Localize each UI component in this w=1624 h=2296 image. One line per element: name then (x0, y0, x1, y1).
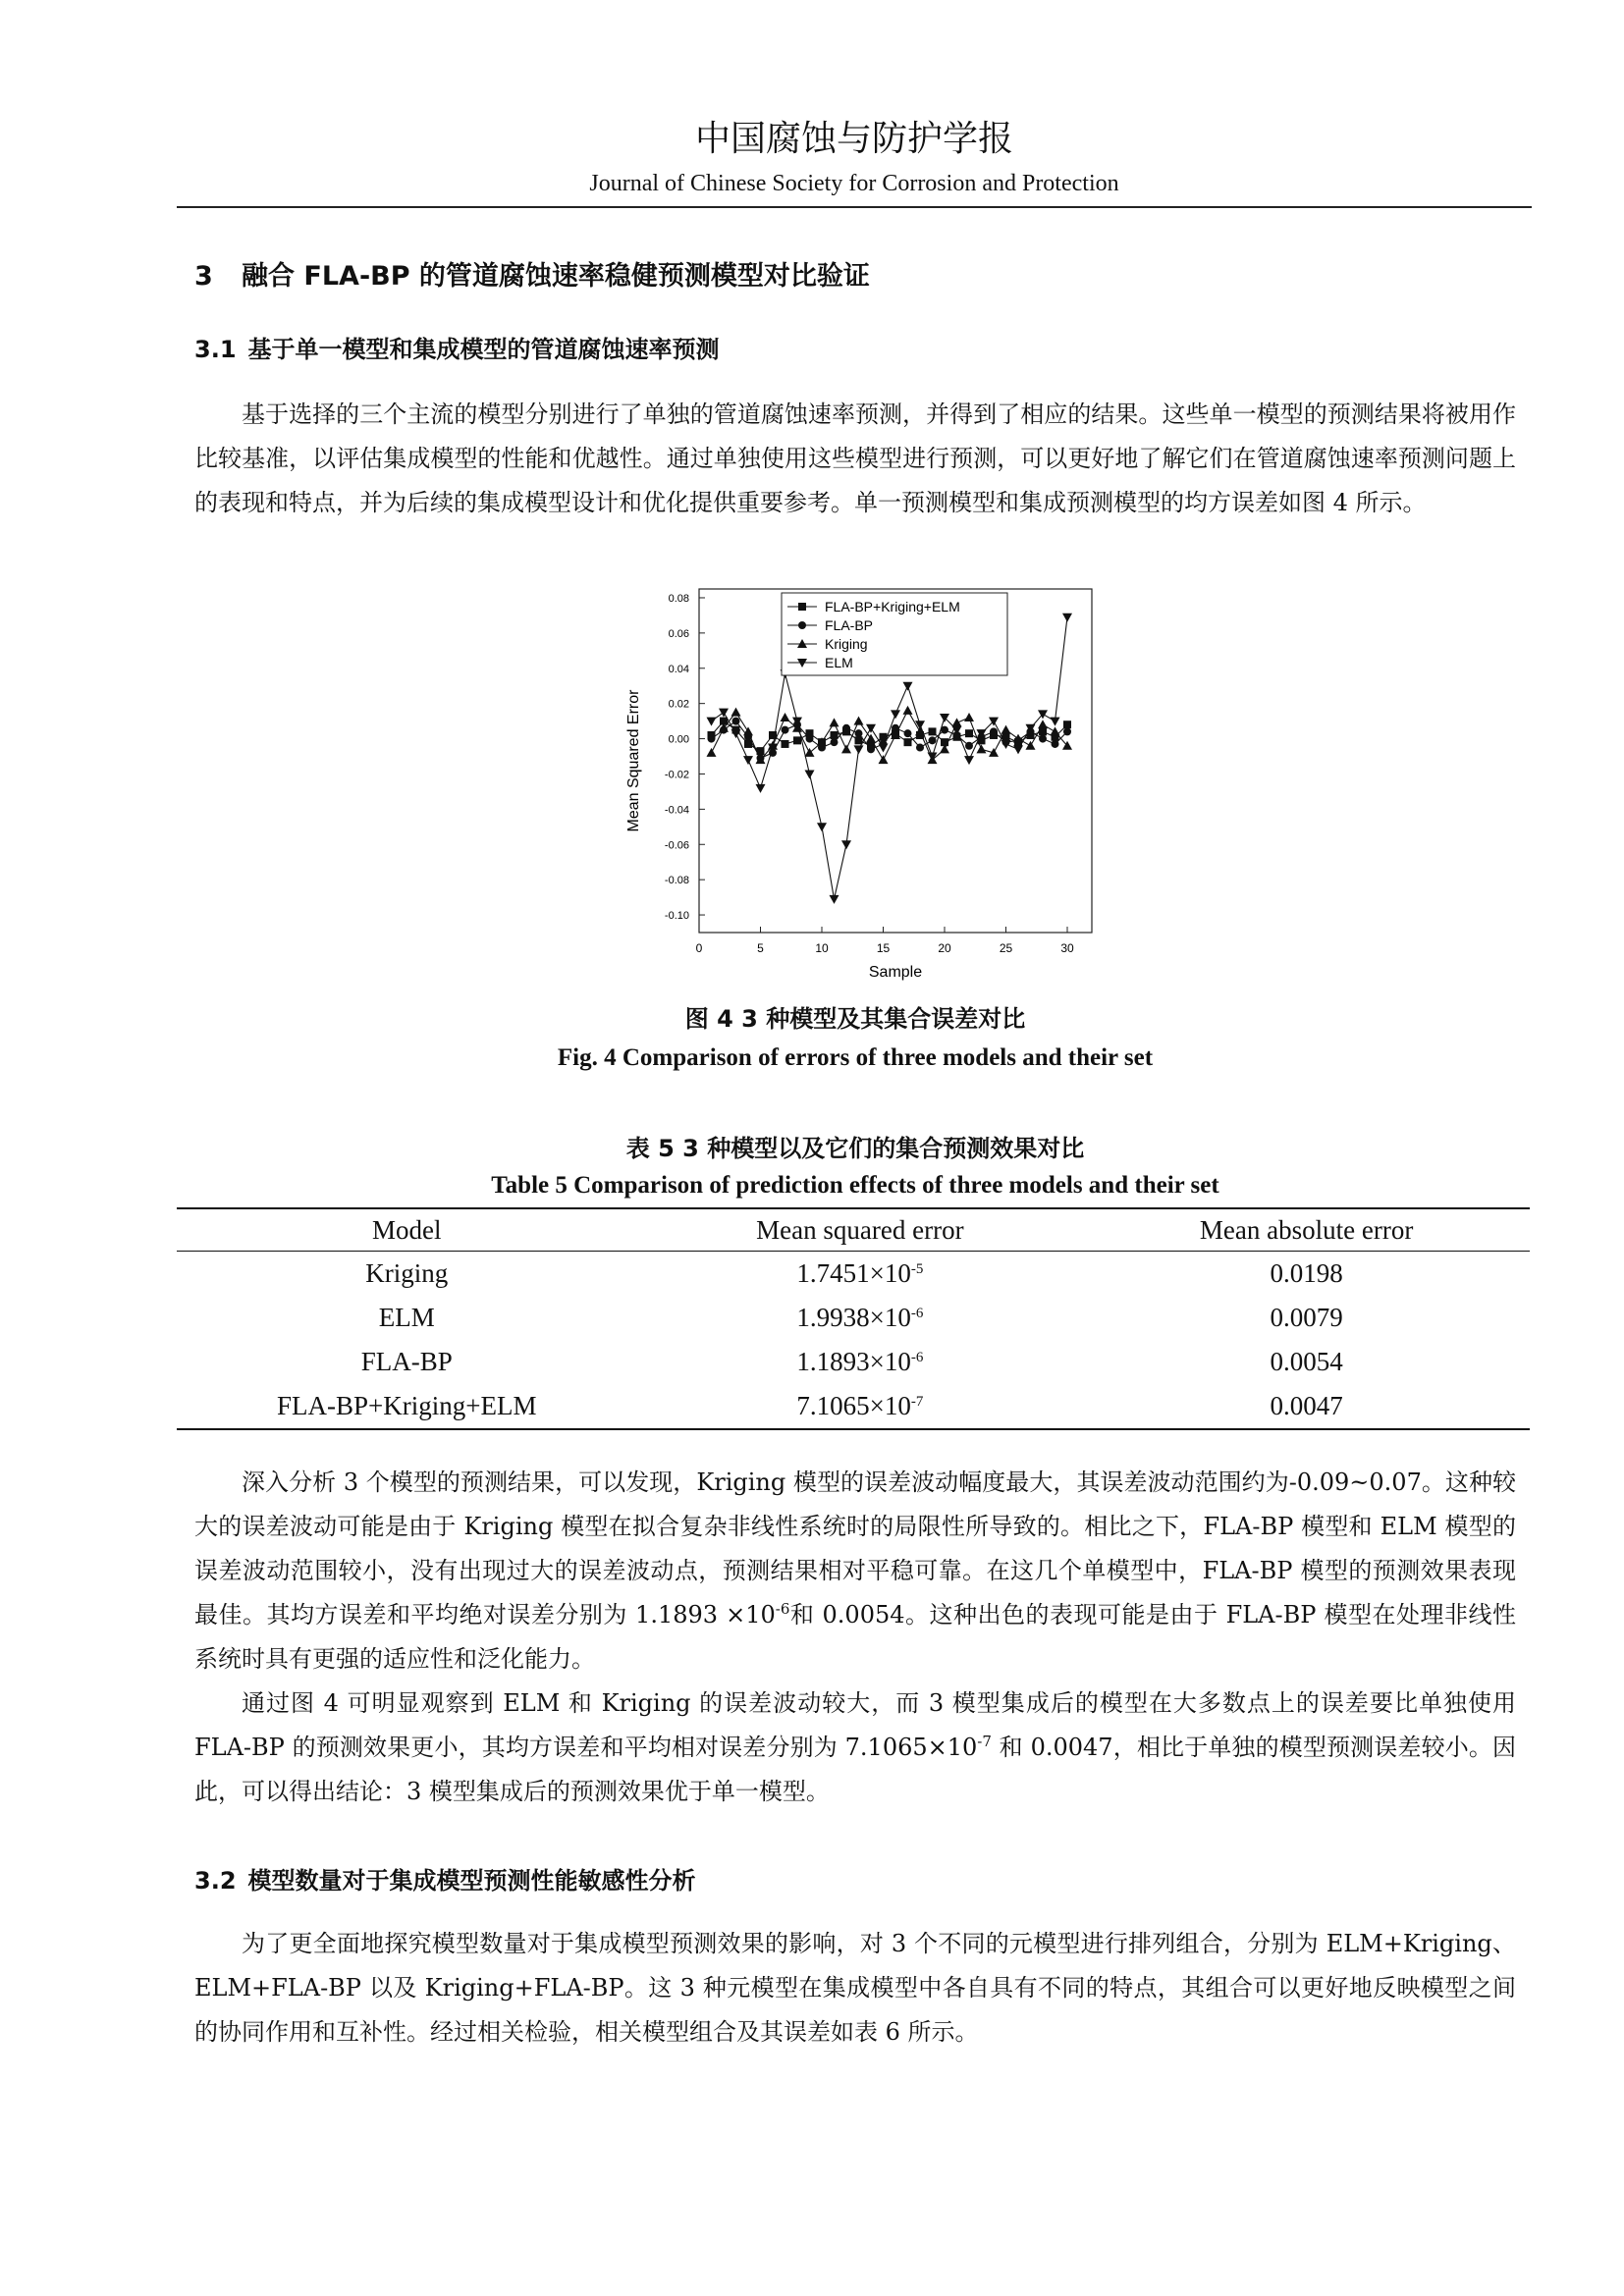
data-point (732, 718, 740, 725)
y-tick-label: -0.10 (664, 910, 689, 923)
legend-label: ELM (825, 655, 853, 670)
cell-mse (637, 1296, 1084, 1340)
cell-mse (637, 1252, 1084, 1297)
data-point (782, 740, 789, 748)
y-tick-label: 0.04 (668, 663, 689, 675)
mse-base: 1.9938×10 (796, 1303, 911, 1332)
data-point (867, 745, 875, 753)
table-row (177, 1252, 1530, 1297)
data-point (1052, 740, 1059, 748)
subsection-title: 基于单一模型和集成模型的管道腐蚀速率预测 (247, 336, 720, 363)
mse-exponent: -6 (910, 1350, 924, 1365)
paragraph-3-1: 基于选择的三个主流的模型分别进行了单独的管道腐蚀速率预测，并得到了相应的结果。这些单一模型的预测结果将被用作比较基准，以评估集成模型的性能和优越性。通过单独使用这些模型进行预测，可以更好地了解它们在管道腐蚀速率预测问题上的表现和特点，并为后续的集成模型设计和优化提供重要参考。单一预测模型和集成预测模型的均方误差如图 4 所示。 (194, 400, 1516, 516)
analysis-paragraph-1 (194, 1461, 1516, 1682)
section-3-2-heading (194, 1863, 1516, 1898)
data-point (708, 735, 716, 743)
legend-marker (798, 603, 806, 611)
data-point (831, 738, 839, 746)
data-point (831, 731, 839, 739)
mse-base: 1.7451×10 (796, 1258, 911, 1288)
results-table (177, 1207, 1530, 1430)
section-title: 融合 FLA-BP 的管道腐蚀速率稳健预测模型对比验证 (242, 261, 870, 292)
cell-mae: 0.0079 (1270, 1303, 1343, 1332)
paragraph-3-2: 为了更全面地探究模型数量对于集成模型预测效果的影响，对 3 个不同的元模型进行排列组合，分别为 ELM+Kriging、ELM+FLA-BP 以及 Kriging+FLA-BP。这 3 种元模型在集成模型中各自具有不同的特点，其组合可以更好地反映模型之间的协同作用和互补性。经过相关检验，相关模型组合及其误差如表 6 所示。 (194, 1930, 1516, 2046)
column-header-model: Model (177, 1208, 637, 1252)
cell-mae: 0.0047 (1083, 1384, 1530, 1429)
mse-exponent: -6 (910, 1306, 924, 1321)
data-point (793, 736, 801, 744)
table-row (177, 1296, 1530, 1340)
exponent: -7 (977, 1733, 992, 1750)
data-point (965, 742, 973, 750)
header-rule (177, 206, 1532, 208)
cell-mse (637, 1340, 1084, 1384)
data-point (904, 738, 912, 746)
data-point (1063, 721, 1071, 728)
data-point (990, 727, 998, 735)
mse-exponent: -5 (910, 1261, 924, 1277)
figure-4-caption-en: Fig. 4 Comparison of errors of three models and their set (557, 1044, 1154, 1071)
cell-mse (637, 1384, 1084, 1429)
figure-4 (609, 579, 1119, 991)
data-point (855, 729, 863, 737)
analysis-paragraph-2 (194, 1682, 1516, 1814)
data-point (782, 726, 789, 734)
table-row (177, 1384, 1530, 1429)
cell-model: Kriging (365, 1258, 449, 1288)
data-point (904, 729, 912, 737)
error-comparison-chart (609, 579, 1119, 991)
analysis-text: 和 0.0047，相比于单独的模型预测误差较小。因此，可以得出结论：3 模型集成后的预测效果优于单一模型。 (194, 1734, 1517, 1805)
x-tick-label: 25 (999, 941, 1013, 955)
y-tick-label: 0.06 (668, 627, 689, 640)
section-3-1-heading (194, 332, 1516, 367)
y-tick-label: 0.08 (668, 592, 689, 605)
figure-4-caption-cn: 图 4 3 种模型及其集合误差对比 (684, 1005, 1026, 1033)
table-header-row (177, 1208, 1530, 1252)
data-point (929, 736, 937, 744)
journal-title-en: Journal of Chinese Society for Corrosion and Protection (589, 171, 1119, 196)
y-tick-label: -0.06 (664, 839, 689, 852)
data-point (916, 744, 924, 752)
data-point (1039, 735, 1047, 743)
journal-title-cn: 中国腐蚀与防护学报 (694, 119, 1013, 159)
subsection-title: 模型数量对于集成模型预测性能敏感性分析 (247, 1867, 696, 1895)
y-axis-label: Mean Squared Error (625, 689, 642, 832)
mse-base: 1.1893×10 (796, 1347, 911, 1376)
mse-exponent: -7 (910, 1394, 924, 1410)
section-3-heading (194, 257, 1516, 296)
table-row (177, 1340, 1530, 1384)
cell-mae: 0.0054 (1270, 1347, 1343, 1376)
legend-marker (798, 621, 806, 629)
x-tick-label: 15 (876, 941, 891, 955)
cell-mae: 0.0198 (1270, 1258, 1343, 1288)
y-tick-label: -0.04 (664, 804, 689, 817)
journal-header (177, 116, 1532, 200)
x-tick-label: 5 (757, 941, 764, 955)
legend-label: FLA-BP (825, 617, 874, 633)
data-point (842, 724, 850, 732)
x-tick-label: 20 (938, 941, 951, 955)
mse-base: 7.1065×10 (796, 1391, 911, 1420)
analysis-block (194, 1461, 1516, 1814)
y-tick-label: 0.00 (668, 733, 689, 746)
data-point (965, 729, 973, 737)
analysis-text: 深入分析 3 个模型的预测结果，可以发现，Kriging 模型的误差波动幅度最大，其误差波动范围约为-0.09~0.07。这种较大的误差波动可能是由于 Kriging 模型在拟合复杂非线性系统时的局限性所导致的。相比之下，FLA-BP 模型和 ELM 模型的误差波动范围较小，没有出现过大的误差波动点，预测结果相对平稳可靠。在这几个单模型中，FLA-BP 模型的预测效果表现最佳。其均方误差和平均绝对误差分别为 1.1893 ×10 (194, 1468, 1516, 1629)
analysis-text: 通过图 4 可明显观察到 ELM 和 Kriging 的误差波动较大，而 3 模型集成后的模型在大多数点上的误差要比单独使用 FLA-BP 的预测效果更小，其均方误差和平均相对误差分别为 7.1065×10 (194, 1689, 1516, 1761)
exponent: -6 (775, 1600, 790, 1618)
y-tick-label: -0.08 (664, 875, 689, 887)
y-tick-label: 0.02 (668, 698, 689, 711)
cell-model: FLA-BP+Kriging+ELM (177, 1384, 637, 1429)
cell-model: FLA-BP (360, 1347, 453, 1376)
column-header-mae: Mean absolute error (1083, 1208, 1530, 1252)
table-5-caption-en: Table 5 Comparison of prediction effects of three models and their set (491, 1172, 1219, 1199)
legend-label: Kriging (825, 636, 868, 652)
table-5-caption-cn: 表 5 3 种模型以及它们的集合预测效果对比 (625, 1135, 1085, 1162)
section-number: 3 (194, 261, 213, 292)
data-point (806, 735, 814, 743)
data-point (1063, 727, 1071, 735)
x-tick-label: 0 (695, 941, 703, 955)
subsection-number: 3.1 (194, 336, 237, 363)
data-point (929, 727, 937, 735)
cell-model: ELM (378, 1303, 435, 1332)
y-tick-label: -0.02 (664, 769, 689, 781)
table-5 (177, 1207, 1532, 1430)
x-tick-label: 30 (1060, 941, 1074, 955)
subsection-number: 3.2 (194, 1867, 237, 1895)
analysis-text: 和 0.0054。这种出色的表现可能是由于 FLA-BP 模型在处理非线性系统时具有更强的适应性和泛化能力。 (194, 1601, 1516, 1673)
x-tick-label: 10 (815, 941, 829, 955)
column-header-mse: Mean squared error (637, 1208, 1084, 1252)
x-axis-label: Sample (868, 964, 923, 981)
legend-label: FLA-BP+Kriging+ELM (825, 599, 960, 614)
